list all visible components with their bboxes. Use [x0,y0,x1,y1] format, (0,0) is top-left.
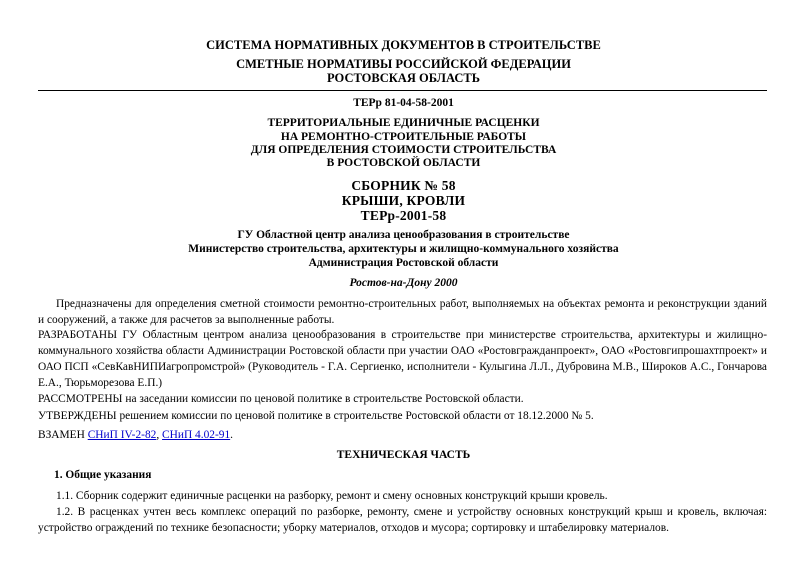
header-region-title: РОСТОВСКАЯ ОБЛАСТЬ [327,71,480,85]
developed-label: РАЗРАБОТАНЫ [38,329,118,341]
title-line-2: НА РЕМОНТНО-СТРОИТЕЛЬНЫЕ РАБОТЫ [280,131,527,143]
title-line-4: В РОСТОВСКОЙ ОБЛАСТИ [326,157,481,169]
replace-end: . [230,429,234,441]
reviewed-label: РАССМОТРЕНЫ [38,393,123,405]
header-divider [38,90,767,91]
snip-iv-2-82-link[interactable]: СНиП IV-2-82 [87,429,157,441]
replace-separator: , [156,429,163,441]
replace-paragraph [38,427,767,443]
collection-name: КРЫШИ, КРОВЛИ [341,193,466,208]
approved-text: решением комиссии по ценовой политике в строительстве Ростовской области от 18.12.2000 № 5. [116,410,594,422]
org-line-3: Администрация Ростовской области [308,257,499,269]
reviewed-text: на заседании комиссии по ценовой политике в строительстве Ростовской области. [122,393,524,405]
purpose-paragraph: Предназначены для определения сметной стоимости ремонтно-строительных работ, выполняемых на объектах ремонта и реконструкции зданий и сооружений, а также для расчетов за выполненные работы. [38,298,767,326]
header-system-title: СИСТЕМА НОРМАТИВНЫХ ДОКУМЕНТОВ В СТРОИТЕЛЬСТВЕ [206,38,601,52]
header-estimates-title: СМЕТНЫЕ НОРМАТИВЫ РОССИЙСКОЙ ФЕДЕРАЦИИ [236,57,571,71]
section-title: ТЕХНИЧЕСКАЯ ЧАСТЬ [336,449,471,461]
section-subtitle: 1. Общие указания [54,469,152,481]
org-line-1: ГУ Областной центр анализа ценообразования в строительстве [237,229,570,241]
title-line-3: ДЛЯ ОПРЕДЕЛЕНИЯ СТОИМОСТИ СТРОИТЕЛЬСТВА [250,144,557,156]
reviewed-paragraph [38,391,767,407]
developed-text: ГУ Областным центром анализа ценообразования в строительстве при министерстве строительства, архитектуры и жилищно-коммунального хозяйства области Администрации Ростовской области при участии ОАО «Ростовгражданпроект», ОАО «Ростовгипрошахтпроект» и ОАО ПСП «СевКавНИПИагропромстрой» (Руководитель - Г.А. Сергиенко, исполнители - Кулыгина Л.Л., Дубровина М.В., Широков А.С., Гончарова Е.А., Тюрьморезова Е.П.) [38,329,767,389]
collection-code: ТЕРр-2001-58 [360,208,447,223]
section-paragraph-1-2: 1.2. В расценках учтен весь комплекс операций по разборке, ремонту, смене и устройству основных конструкций крыш и кровель, включая: устройство ограждений по технике безопасности; уборку материалов, отходов и мусора; сортировку и штабелировку материалов. [38,506,767,534]
org-line-2: Министерство строительства, архитектуры и жилищно-коммунального хозяйства [188,243,619,255]
title-line-1: ТЕРРИТОРИАЛЬНЫЕ ЕДИНИЧНЫЕ РАСЦЕНКИ [267,117,540,129]
replace-label: ВЗАМЕН [38,429,85,441]
collection-number: СБОРНИК № 58 [351,178,456,193]
document-code: ТЕРр 81-04-58-2001 [353,97,454,109]
snip-4-02-91-link[interactable]: СНиП 4.02-91 [162,429,231,441]
section-paragraph-1-1: 1.1. Сборник содержит единичные расценки на разборку, ремонт и смену основных конструкций крыши кровель. [56,490,608,502]
approved-label: УТВЕРЖДЕНЫ [38,410,117,422]
place-year: Ростов-на-Дону 2000 [349,277,458,289]
approved-paragraph [38,408,767,424]
developed-paragraph [38,327,767,391]
